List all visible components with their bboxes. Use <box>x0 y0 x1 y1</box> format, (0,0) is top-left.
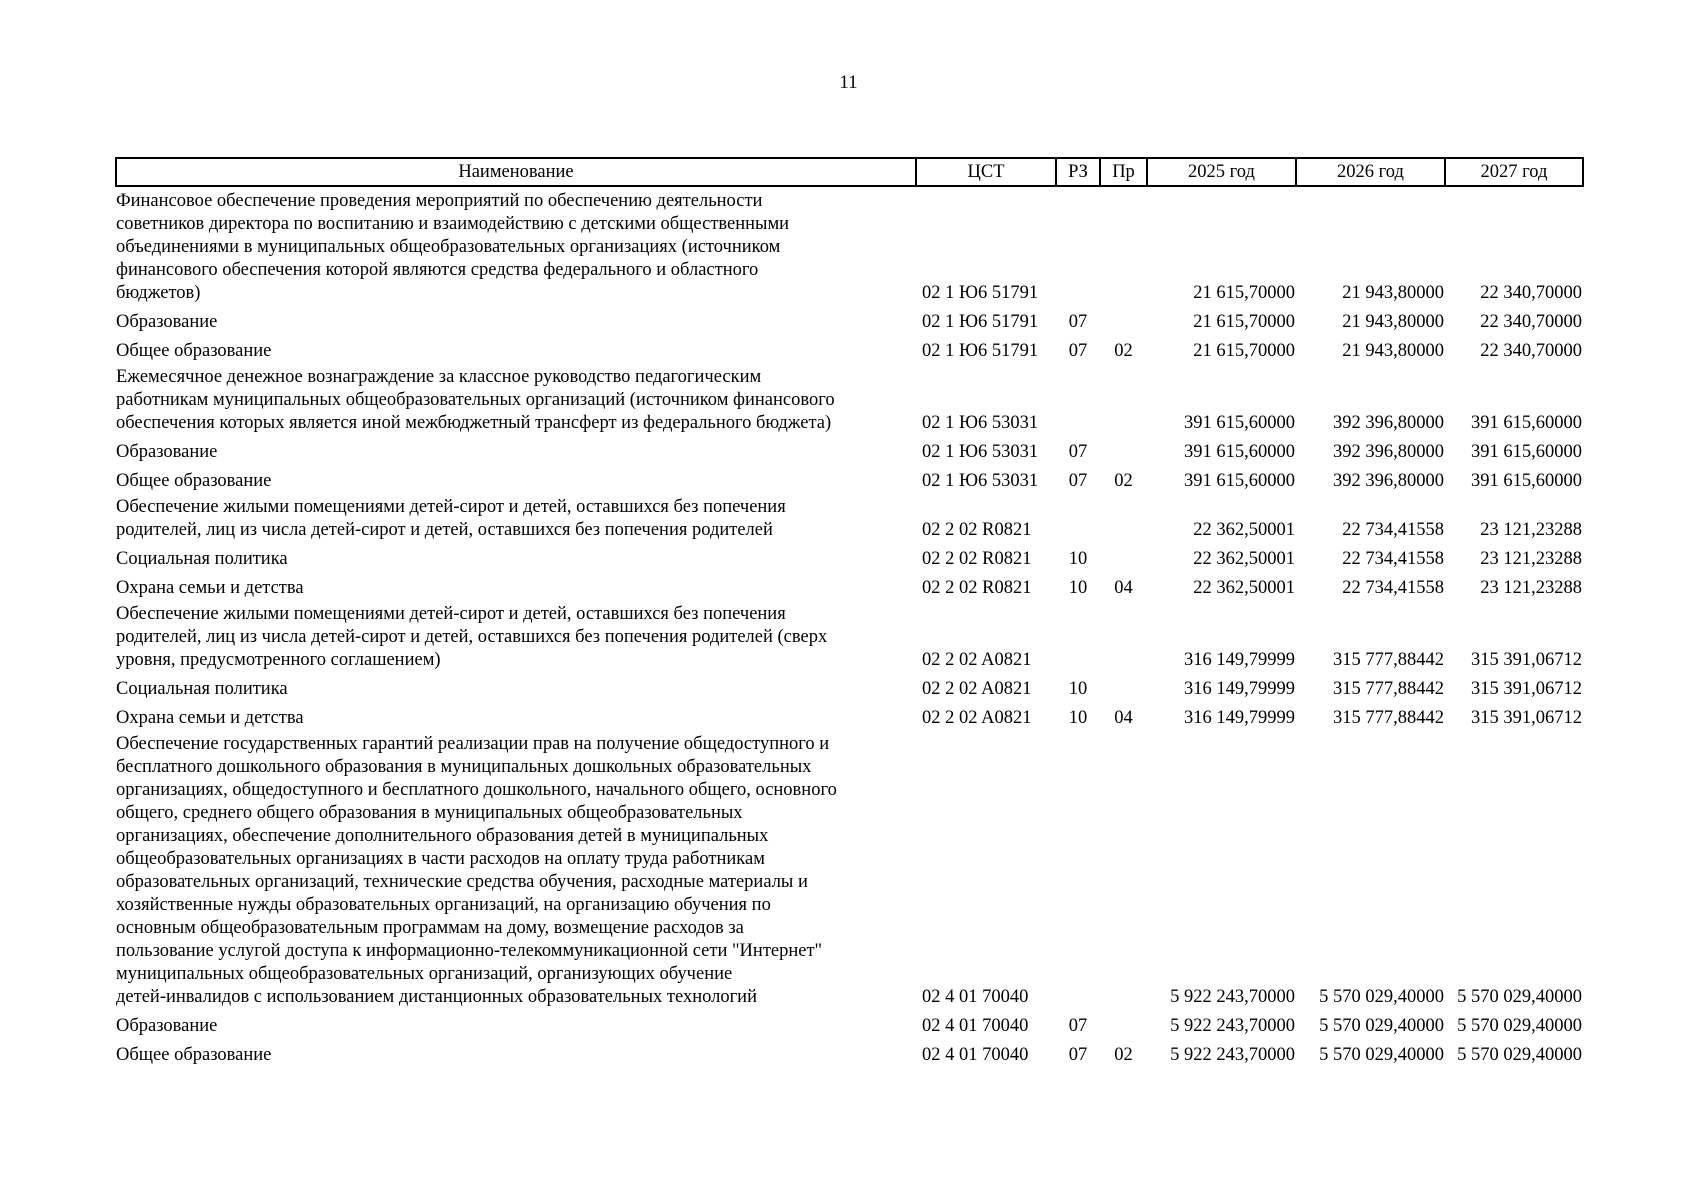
cell-2026: 22 734,41558 <box>1342 578 1444 598</box>
budget-table <box>115 157 1584 1067</box>
cell-name: Социальная политика <box>116 679 288 699</box>
cell-2026: 5 570 029,40000 <box>1319 987 1444 1007</box>
cell-rz <box>1056 363 1100 435</box>
cell-pr <box>1100 730 1147 1009</box>
cell-name: Обеспечение жилыми помещениями детей-сирот и детей, оставшихся без попечения родителей, лиц из числа детей-сирот и детей, оставшихся без попечения родителей (сверх уровня, предусмотренного соглашением) <box>116 604 828 670</box>
table-row <box>116 730 1583 1009</box>
cell-pr <box>1100 672 1147 701</box>
cell-2026: 5 570 029,40000 <box>1319 1016 1444 1036</box>
table-row <box>116 1038 1583 1067</box>
cell-rz <box>1056 186 1100 305</box>
cell-cst: 02 1 Ю6 51791 <box>922 283 1039 303</box>
cell-pr: 04 <box>1114 708 1133 728</box>
cell-name: Образование <box>116 1016 218 1036</box>
cell-cst: 02 2 02 R0821 <box>922 549 1032 569</box>
cell-pr <box>1100 186 1147 305</box>
header-pr: Пр <box>1100 158 1147 186</box>
cell-2025: 391 615,60000 <box>1184 442 1295 462</box>
cell-cst: 02 1 Ю6 51791 <box>922 312 1039 332</box>
cell-2026: 315 777,88442 <box>1333 650 1444 670</box>
table-row <box>116 571 1583 600</box>
cell-rz: 10 <box>1068 679 1088 699</box>
cell-name: Социальная политика <box>116 549 288 569</box>
cell-pr <box>1100 542 1147 571</box>
cell-2025: 5 922 243,70000 <box>1170 1016 1295 1036</box>
cell-2026: 21 943,80000 <box>1342 341 1444 361</box>
cell-2027: 23 121,23288 <box>1480 549 1582 569</box>
cell-cst: 02 2 02 A0821 <box>922 679 1032 699</box>
header-2027: 2027 год <box>1445 158 1583 186</box>
cell-name: Обеспечение жилыми помещениями детей-сирот и детей, оставшихся без попечения родителей, лиц из числа детей-сирот и детей, оставшихся без попечения родителей <box>116 497 786 540</box>
cell-2027: 22 340,70000 <box>1480 341 1582 361</box>
cell-name: Общее образование <box>116 1045 272 1065</box>
cell-cst: 02 2 02 A0821 <box>922 708 1032 728</box>
cell-cst: 02 1 Ю6 53031 <box>922 442 1039 462</box>
table-row <box>116 542 1583 571</box>
cell-2027: 391 615,60000 <box>1471 442 1582 462</box>
cell-name: Обеспечение государственных гарантий реализации прав на получение общедоступного и бесплатного дошкольного образования в муниципальных дошкольных образовательных организациях, общедоступного и бесплатного дошкольного, начального общего, основного общего, среднего общего образования в муниципальных общеобразовательных организациях, обеспечение дополнительного образования детей в муниципальных общеобразовательных организациях в части расходов на оплату труда работникам образовательных организаций, технические средства обучения, расходные материалы и хозяйственные нужды образовательных организаций, на организацию обучения по основным общеобразовательным программам на дому, возмещение расходов за пользование услугой доступа к информационно-телекоммуникационной сети "Интернет" муниципальных общеобразовательных организаций, организующих обучение детей-инвалидов с использованием дистанционных образовательных технологий <box>116 734 837 1007</box>
cell-rz: 10 <box>1068 578 1088 598</box>
cell-2026: 5 570 029,40000 <box>1319 1045 1444 1065</box>
cell-rz: 07 <box>1068 341 1088 361</box>
table-row <box>116 186 1583 305</box>
cell-cst: 02 4 01 70040 <box>922 987 1029 1007</box>
header-2026: 2026 год <box>1296 158 1445 186</box>
cell-pr: 04 <box>1114 578 1133 598</box>
cell-cst: 02 2 02 R0821 <box>922 578 1032 598</box>
table-header-row <box>116 158 1583 186</box>
cell-2025: 391 615,60000 <box>1184 413 1295 433</box>
page-number: 11 <box>839 72 858 93</box>
cell-name: Общее образование <box>116 471 272 491</box>
cell-2027: 315 391,06712 <box>1471 708 1582 728</box>
table-row <box>116 305 1583 334</box>
cell-cst: 02 4 01 70040 <box>922 1016 1029 1036</box>
cell-2025: 21 615,70000 <box>1193 312 1295 332</box>
header-rz: РЗ <box>1056 158 1100 186</box>
cell-name: Образование <box>116 442 218 462</box>
cell-2025: 391 615,60000 <box>1184 471 1295 491</box>
table-body <box>116 186 1583 1067</box>
cell-2027: 315 391,06712 <box>1471 679 1582 699</box>
cell-pr <box>1100 1009 1147 1038</box>
cell-pr: 02 <box>1114 471 1133 491</box>
cell-2026: 315 777,88442 <box>1333 679 1444 699</box>
cell-2025: 5 922 243,70000 <box>1170 987 1295 1007</box>
cell-name: Образование <box>116 312 218 332</box>
cell-2025: 22 362,50001 <box>1193 520 1295 540</box>
cell-pr <box>1100 363 1147 435</box>
cell-cst: 02 1 Ю6 53031 <box>922 471 1039 491</box>
table-row <box>116 493 1583 542</box>
cell-pr <box>1100 493 1147 542</box>
cell-pr <box>1100 305 1147 334</box>
cell-2026: 392 396,80000 <box>1333 413 1444 433</box>
cell-pr: 02 <box>1114 1045 1133 1065</box>
cell-rz: 10 <box>1068 708 1088 728</box>
cell-name: Финансовое обеспечение проведения мероприятий по обеспечению деятельности советников директора по воспитанию и взаимодействию с детскими общественными объединениями в муниципальных общеобразовательных организациях (источником финансового обеспечения которой являются средства федерального и областного бюджетов) <box>116 191 790 303</box>
cell-2025: 21 615,70000 <box>1193 283 1295 303</box>
cell-2025: 22 362,50001 <box>1193 578 1295 598</box>
cell-2026: 315 777,88442 <box>1333 708 1444 728</box>
cell-2026: 21 943,80000 <box>1342 283 1444 303</box>
cell-cst: 02 4 01 70040 <box>922 1045 1029 1065</box>
cell-rz <box>1056 600 1100 672</box>
table-row <box>116 363 1583 435</box>
cell-2027: 315 391,06712 <box>1471 650 1582 670</box>
cell-cst: 02 1 Ю6 53031 <box>922 413 1039 433</box>
cell-cst: 02 2 02 A0821 <box>922 650 1032 670</box>
cell-2025: 21 615,70000 <box>1193 341 1295 361</box>
cell-2027: 22 340,70000 <box>1480 283 1582 303</box>
cell-cst: 02 2 02 R0821 <box>922 520 1032 540</box>
cell-2027: 5 570 029,40000 <box>1457 1016 1582 1036</box>
table-row <box>116 435 1583 464</box>
cell-2026: 21 943,80000 <box>1342 312 1444 332</box>
header-2025: 2025 год <box>1147 158 1296 186</box>
cell-rz: 07 <box>1068 442 1088 462</box>
table-row <box>116 600 1583 672</box>
header-name: Наименование <box>116 158 916 186</box>
cell-2025: 22 362,50001 <box>1193 549 1295 569</box>
cell-2025: 316 149,79999 <box>1184 650 1295 670</box>
table-row <box>116 701 1583 730</box>
cell-2027: 391 615,60000 <box>1471 471 1582 491</box>
cell-2027: 23 121,23288 <box>1480 520 1582 540</box>
cell-rz: 07 <box>1068 312 1088 332</box>
cell-2026: 392 396,80000 <box>1333 442 1444 462</box>
table-row <box>116 334 1583 363</box>
cell-rz <box>1056 730 1100 1009</box>
cell-name: Охрана семьи и детства <box>116 578 304 598</box>
table-row <box>116 464 1583 493</box>
cell-name: Общее образование <box>116 341 272 361</box>
cell-2027: 22 340,70000 <box>1480 312 1582 332</box>
cell-2027: 23 121,23288 <box>1480 578 1582 598</box>
cell-2025: 316 149,79999 <box>1184 679 1295 699</box>
cell-rz <box>1056 493 1100 542</box>
cell-name: Ежемесячное денежное вознаграждение за классное руководство педагогическим работникам муниципальных общеобразовательных организаций (источником финансового обеспечения которых является иной межбюджетный трансферт из федерального бюджета) <box>116 367 835 433</box>
cell-2026: 22 734,41558 <box>1342 549 1444 569</box>
cell-2027: 5 570 029,40000 <box>1457 987 1582 1007</box>
table-row <box>116 672 1583 701</box>
header-cst: ЦСТ <box>916 158 1056 186</box>
cell-pr <box>1100 600 1147 672</box>
cell-rz: 07 <box>1068 1045 1088 1065</box>
cell-pr <box>1100 435 1147 464</box>
cell-2027: 391 615,60000 <box>1471 413 1582 433</box>
cell-rz: 07 <box>1068 471 1088 491</box>
cell-2026: 392 396,80000 <box>1333 471 1444 491</box>
cell-2027: 5 570 029,40000 <box>1457 1045 1582 1065</box>
table-row <box>116 1009 1583 1038</box>
cell-rz: 10 <box>1068 549 1088 569</box>
cell-pr: 02 <box>1114 341 1133 361</box>
cell-2025: 316 149,79999 <box>1184 708 1295 728</box>
cell-2025: 5 922 243,70000 <box>1170 1045 1295 1065</box>
cell-cst: 02 1 Ю6 51791 <box>922 341 1039 361</box>
cell-name: Охрана семьи и детства <box>116 708 304 728</box>
cell-rz: 07 <box>1068 1016 1088 1036</box>
cell-2026: 22 734,41558 <box>1342 520 1444 540</box>
